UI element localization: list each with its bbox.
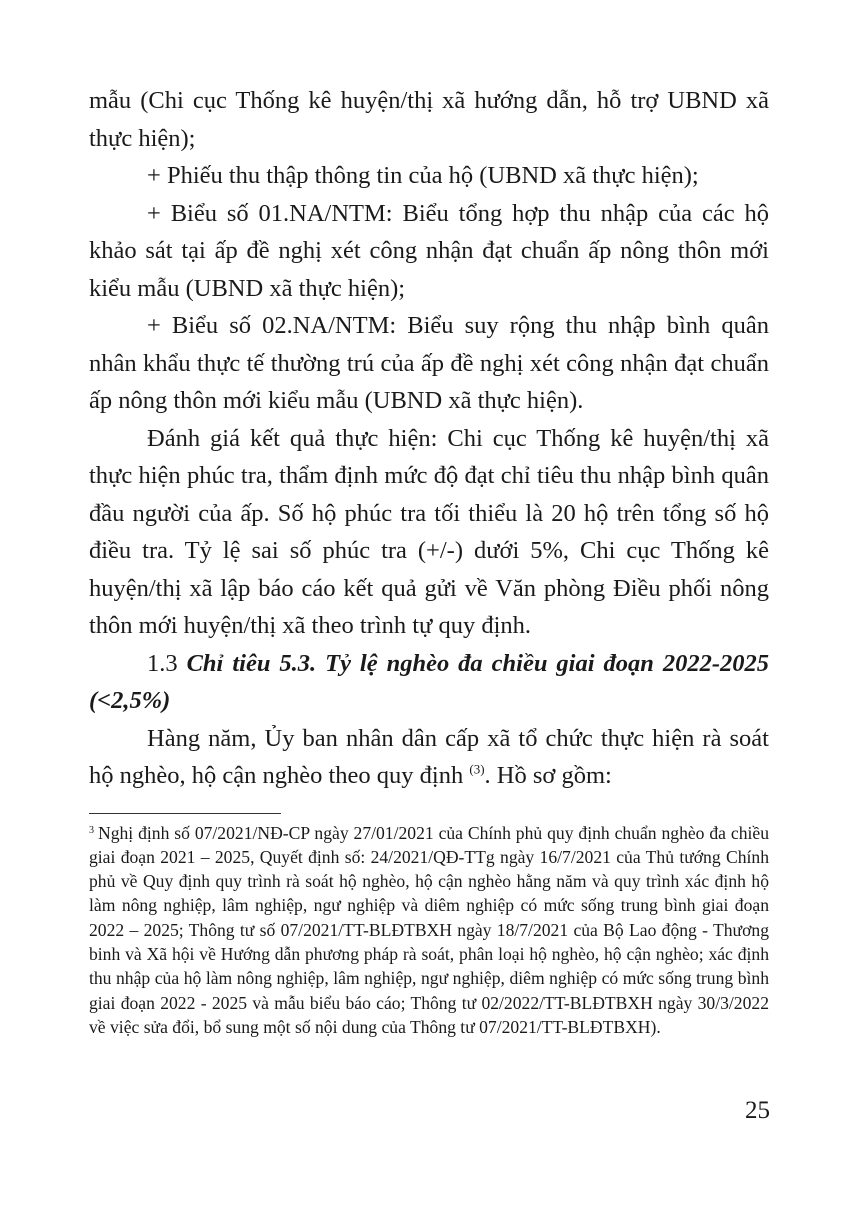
paragraph-form-01: + Biểu số 01.NA/NTM: Biểu tổng hợp thu nhập của các hộ khảo sát tại ấp đề nghị xét công nhận đạt chuẩn ấp nông thôn mới kiểu mẫu (UBND xã thực hiện); xyxy=(89,199,769,302)
paragraph-continuation: mẫu (Chi cục Thống kê huyện/thị xã hướng dẫn, hỗ trợ UBND xã thực hiện); xyxy=(89,87,769,152)
section-title: Chỉ tiêu 5.3. Tỷ lệ nghèo đa chiều giai đoạn 2022-2025 (<2,5%) xyxy=(89,649,769,714)
footnote-reference: (3) xyxy=(469,761,485,777)
document-page xyxy=(89,82,769,1039)
footnote-marker: 3 xyxy=(89,824,94,836)
section-heading xyxy=(89,645,769,720)
paragraph-household-form: + Phiếu thu thập thông tin của hộ (UBND xã thực hiện); xyxy=(147,162,699,189)
section-number: 1.3 xyxy=(147,649,187,677)
paragraph-annual-review xyxy=(89,720,769,795)
paragraph-annual-review-tail: . Hồ sơ gồm: xyxy=(484,762,612,789)
footnote-divider xyxy=(89,813,281,814)
page-number: 25 xyxy=(745,1097,770,1124)
paragraph-evaluation: Đánh giá kết quả thực hiện: Chi cục Thống kê huyện/thị xã thực hiện phúc tra, thẩm định mức độ đạt chỉ tiêu thu nhập bình quân đầu người của ấp. Số hộ phúc tra tối thiểu là 20 hộ trên tổng số hộ điều tra. Tỷ lệ sai số phúc tra (+/-) dưới 5%, Chi cục Thống kê huyện/thị xã lập báo cáo kết quả gửi về Văn phòng Điều phối nông thôn mới huyện/thị xã theo trình tự quy định. xyxy=(89,424,769,639)
footnote xyxy=(89,821,769,1040)
footnote-text: Nghị định số 07/2021/NĐ-CP ngày 27/01/2021 của Chính phủ quy định chuẩn nghèo đa chiều giai đoạn 2021 – 2025, Quyết định số: 24/2021/QĐ-TTg ngày 16/7/2021 của Thủ tướng Chính phủ về Quy định quy trình rà soát hộ nghèo, hộ cận nghèo hằng năm và quy trình xác định hộ làm nông nghiệp, lâm nghiệp, ngư nghiệp và diêm nghiệp có mức sống trung bình giai đoạn 2022 – 2025; Thông tư số 07/2021/TT-BLĐTBXH ngày 18/7/2021 của Bộ Lao động - Thương binh và Xã hội về Hướng dẫn phương pháp rà soát, phân loại hộ nghèo, hộ cận nghèo; xác định thu nhập của hộ làm nông nghiệp, lâm nghiệp, ngư nghiệp, diêm nghiệp có mức sống trung bình giai đoạn 2022 - 2025 và mẫu biểu báo cáo; Thông tư 02/2022/TT-BLĐTBXH ngày 30/3/2022 về việc sửa đổi, bổ sung một số nội dung của Thông tư 07/2021/TT-BLĐTBXH). xyxy=(89,822,769,1037)
paragraph-form-02: + Biểu số 02.NA/NTM: Biểu suy rộng thu nhập bình quân nhân khẩu thực tế thường trú của ấp đề nghị xét công nhận đạt chuẩn ấp nông thôn mới kiểu mẫu (UBND xã thực hiện). xyxy=(89,312,769,414)
paragraph-annual-review-text: Hàng năm, Ủy ban nhân dân cấp xã tổ chức thực hiện rà soát hộ nghèo, hộ cận nghèo theo quy định xyxy=(89,724,769,789)
